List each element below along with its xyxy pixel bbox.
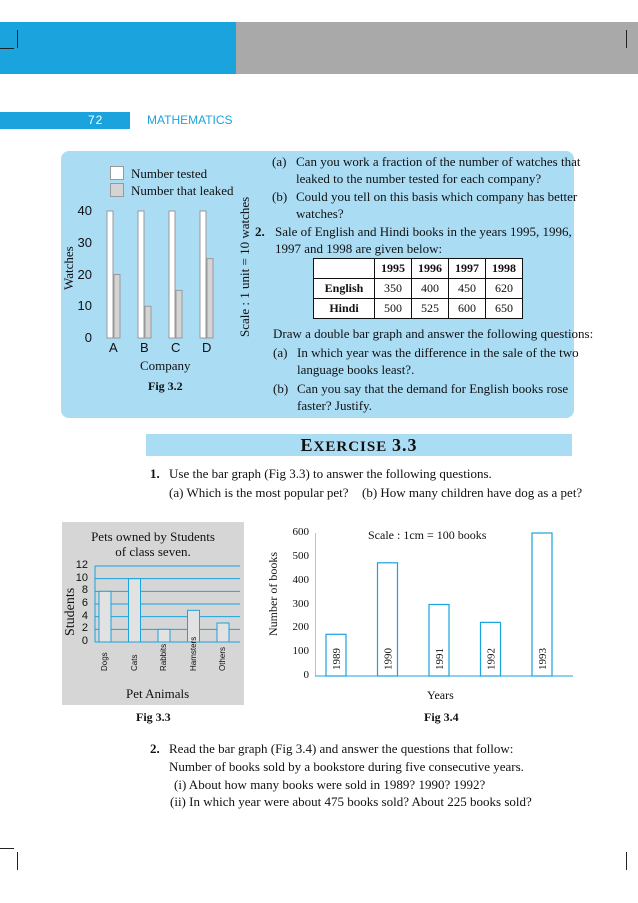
fig34-ytick-label: 100 [292, 645, 309, 658]
q2-line2: 1997 and 1998 are given below: [275, 241, 443, 256]
fig34-bar-year-label: 1991 [434, 648, 446, 670]
fig34-ytick-label: 500 [292, 549, 309, 562]
crop-mark [0, 48, 14, 49]
exq1-a: (a) Which is the most popular pet? [169, 485, 349, 500]
bar [158, 629, 170, 642]
fig32-category-label: A [109, 340, 118, 355]
sales-table-cell: 600 [449, 299, 486, 319]
bar-tested [107, 211, 113, 338]
sales-table [313, 258, 523, 319]
fig34-ytick-label: 600 [292, 526, 309, 538]
fig34-bar-year-label: 1989 [331, 648, 343, 670]
sales-table-cell: 350 [375, 279, 412, 299]
fig32-ytick-label: 0 [84, 330, 92, 345]
fig33-title-line1: Pets owned by Students [91, 529, 215, 544]
fig33-category-label: Cats [129, 654, 139, 671]
q1a-line1: Can you work a fraction of the number of watches that [296, 154, 581, 169]
q1a-label: (a) [272, 154, 287, 169]
fig33-xlabel: Pet Animals [126, 686, 190, 701]
fig33-category-label: Others [218, 646, 227, 671]
fig33-plot [90, 560, 240, 650]
fig33-ytick-label: 8 [81, 584, 88, 597]
fig34-xlabel: Years [427, 688, 454, 702]
q2a-label: (a) [273, 345, 288, 360]
fig34-ytick-label: 200 [292, 621, 309, 634]
crop-mark [17, 852, 18, 870]
sales-table-cell: 500 [375, 299, 412, 319]
fig33-title-line2: of class seven. [115, 544, 191, 559]
fig34-bar-year-label: 1993 [537, 648, 549, 670]
exercise-title [146, 435, 572, 456]
header-band [0, 112, 130, 129]
exercise-title-number: 3.3 [391, 435, 418, 455]
sales-table-year: 1997 [449, 259, 486, 279]
fig32-ytick-label: 30 [77, 234, 92, 250]
q2-instruction: Draw a double bar graph and answer the following questions: [273, 326, 594, 341]
exq1-b: (b) How many children have dog as a pet? [362, 485, 583, 500]
page-number: 72 [88, 113, 104, 127]
fig33-ytick-label: 10 [75, 571, 88, 584]
q2b-label: (b) [273, 381, 289, 396]
fig32-ytick-label: 10 [77, 298, 92, 314]
fig33-caption: Fig 3.3 [136, 710, 171, 724]
sales-table-row-label: English [314, 279, 375, 299]
fig33-ytick-label: 4 [81, 609, 88, 622]
fig33-ytick-label: 2 [81, 622, 88, 635]
fig33-ylabel: Students [63, 587, 78, 636]
sales-table-year: 1998 [486, 259, 523, 279]
fig33-ytick-label: 12 [75, 559, 88, 571]
legend-label-tested: Number tested [131, 166, 208, 181]
fig32-category-label: B [140, 340, 149, 355]
crop-mark [626, 30, 627, 48]
legend-swatch-tested [110, 166, 124, 180]
legend-label-leaked: Number that leaked [131, 183, 234, 198]
exq2-line2: Number of books sold by a bookstore during five consecutive years. [169, 759, 524, 774]
fig34-ytick-label: 300 [292, 597, 309, 610]
sales-table-cell: 450 [449, 279, 486, 299]
sales-table-year: 1996 [412, 259, 449, 279]
fig34-caption: Fig 3.4 [424, 710, 459, 724]
fig34-title: Scale : 1cm = 100 books [368, 528, 487, 542]
exercise-title-first: E [300, 435, 314, 455]
fig32-ytick-label: 20 [77, 266, 92, 282]
q1a-line2: leaked to the number tested for each company? [296, 171, 542, 186]
q2-number: 2. [255, 224, 265, 239]
bar-tested [169, 211, 175, 338]
q2b-line2: faster? Justify. [297, 398, 372, 413]
q1b-line1: Could you tell on this basis which company has better [296, 189, 578, 204]
fig33-ytick-label: 6 [81, 597, 88, 609]
q2b-line1: Can you say that the demand for English books rose [297, 381, 569, 396]
sales-table-corner [314, 259, 375, 279]
fig33-category-label: Rabbits [159, 643, 168, 671]
bar [217, 623, 229, 642]
q2a-line2: language books least?. [297, 362, 415, 377]
bar-leaked [114, 275, 120, 339]
fig34-ytick-label: 0 [303, 669, 309, 681]
sales-table-cell: 400 [412, 279, 449, 299]
sales-table-cell: 620 [486, 279, 523, 299]
exq2-number: 2. [150, 741, 160, 756]
subject-title: MATHEMATICS [147, 113, 233, 127]
fig32-ytick-label: 40 [77, 203, 92, 218]
crop-mark [0, 848, 14, 849]
table-row [314, 279, 523, 299]
exq1-text: Use the bar graph (Fig 3.3) to answer the following questions. [169, 466, 492, 481]
top-color-bar-blue [0, 22, 236, 74]
fig32-scale-label: Scale : 1 unit = 10 watches [237, 196, 252, 337]
fig32-ylabel: Watches [61, 246, 76, 290]
fig32-caption: Fig 3.2 [148, 379, 183, 393]
q2a-line1: In which year was the difference in the sale of the two [297, 345, 579, 360]
table-row [314, 299, 523, 319]
fig33-ytick-label: 0 [81, 635, 88, 647]
fig34-plot [315, 527, 575, 682]
sales-table-year: 1995 [375, 259, 412, 279]
fig34-ylabel: Number of books [266, 552, 280, 636]
top-color-bar-grey [236, 22, 638, 74]
q1b-line2: watches? [296, 206, 344, 221]
bar-leaked [145, 306, 151, 338]
exq2-line1: Read the bar graph (Fig 3.4) and answer the questions that follow: [169, 741, 514, 756]
exq2-i: (i) About how many books were sold in 1989? 1990? 1992? [174, 777, 486, 792]
fig32-plot [95, 195, 235, 345]
fig32-category-label: C [171, 340, 181, 355]
sales-table-cell: 650 [486, 299, 523, 319]
fig34-bar-year-label: 1990 [382, 648, 395, 670]
q2-line1: Sale of English and Hindi books in the years 1995, 1996, [275, 224, 572, 239]
fig33-category-label: Hamsters [188, 636, 198, 671]
fig32-category-label: D [202, 340, 212, 355]
bar-tested [138, 211, 144, 338]
bar-leaked [207, 259, 213, 338]
exq1-number: 1. [150, 466, 160, 481]
bar [129, 579, 141, 642]
fig34-bar-year-label: 1992 [485, 648, 498, 670]
bar [99, 591, 111, 642]
bar-leaked [176, 290, 182, 338]
crop-mark [17, 30, 18, 48]
bar-tested [200, 211, 206, 338]
sales-table-header-row [314, 259, 523, 279]
fig32-xlabel: Company [140, 358, 191, 373]
fig34-ytick-label: 400 [292, 573, 309, 586]
crop-mark [626, 852, 627, 870]
exq2-ii: (ii) In which year were about 475 books sold? About 225 books sold? [170, 794, 532, 809]
fig33-category-label: Dogs [100, 652, 109, 671]
sales-table-row-label: Hindi [314, 299, 375, 319]
exercise-title-rest: XERCISE [313, 439, 388, 455]
q1b-label: (b) [272, 189, 288, 204]
sales-table-cell: 525 [412, 299, 449, 319]
